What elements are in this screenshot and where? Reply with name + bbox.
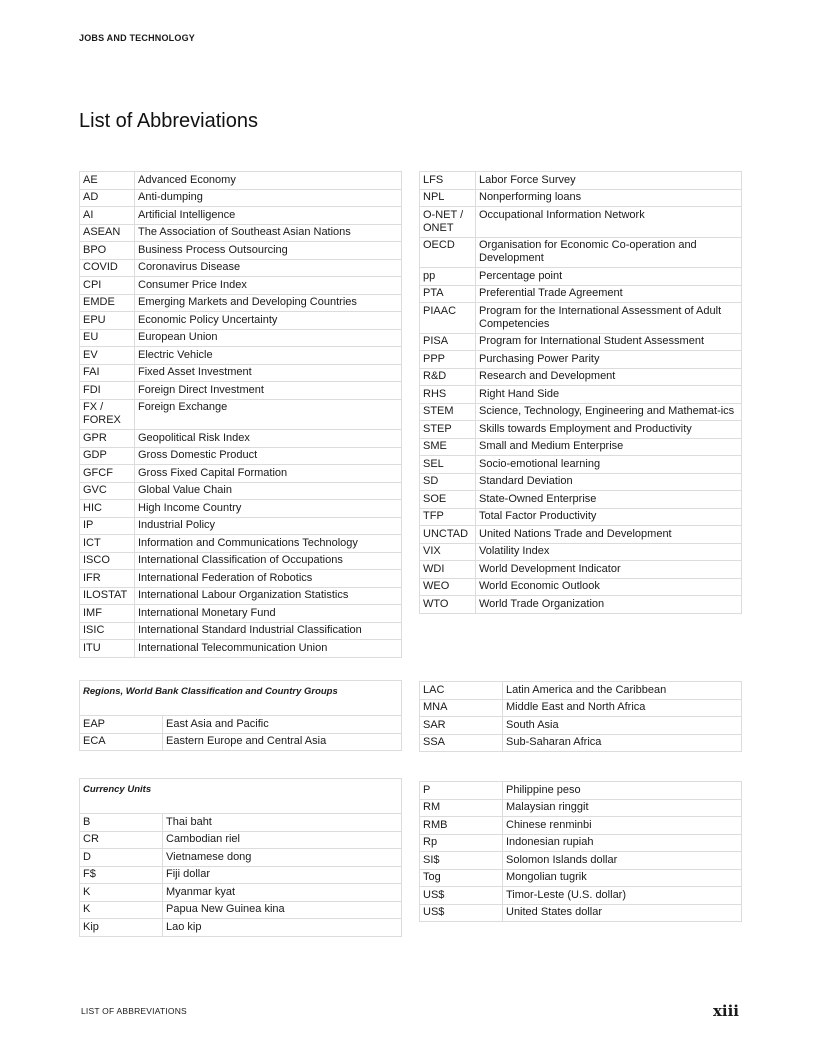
abbreviation: SD xyxy=(420,473,476,491)
table-row xyxy=(420,491,742,509)
definition: Business Process Outsourcing xyxy=(135,242,402,260)
definition: Chinese renminbi xyxy=(503,817,742,835)
section-heading: Currency Units xyxy=(80,779,402,814)
abbreviation: RHS xyxy=(420,386,476,404)
abbreviation: WEO xyxy=(420,578,476,596)
definition: Latin America and the Caribbean xyxy=(503,682,742,700)
definition: Organisation for Economic Co-operation and Development xyxy=(476,237,742,268)
currency-table-left xyxy=(79,778,402,937)
regions-table-left xyxy=(79,680,402,751)
abbreviation: F$ xyxy=(80,866,163,884)
table-row xyxy=(80,242,402,260)
definition: Purchasing Power Parity xyxy=(476,351,742,369)
abbreviation: SSA xyxy=(420,734,503,752)
table-row xyxy=(80,622,402,640)
table-row xyxy=(80,482,402,500)
table-row xyxy=(80,733,402,751)
table-row xyxy=(420,333,742,351)
table-row xyxy=(420,368,742,386)
abbreviation: K xyxy=(80,884,163,902)
abbreviation: PIAAC xyxy=(420,303,476,334)
table-row xyxy=(80,294,402,312)
abbreviation: B xyxy=(80,814,163,832)
abbreviation: ISCO xyxy=(80,552,135,570)
abbreviation: ISIC xyxy=(80,622,135,640)
abbreviation: ICT xyxy=(80,535,135,553)
abbreviation: UNCTAD xyxy=(420,526,476,544)
definition: Cambodian riel xyxy=(163,831,402,849)
definition: Volatility Index xyxy=(476,543,742,561)
table-row xyxy=(420,172,742,190)
page-number: xiii xyxy=(712,1002,739,1020)
table-row xyxy=(80,587,402,605)
abbreviation: R&D xyxy=(420,368,476,386)
definition: Anti-dumping xyxy=(135,189,402,207)
definition: Gross Domestic Product xyxy=(135,447,402,465)
definition: Papua New Guinea kina xyxy=(163,901,402,919)
table-row xyxy=(420,734,742,752)
abbreviation: GPR xyxy=(80,430,135,448)
abbreviation: GFCF xyxy=(80,465,135,483)
definition: Right Hand Side xyxy=(476,386,742,404)
definition: International Telecommunication Union xyxy=(135,640,402,658)
table-row xyxy=(420,543,742,561)
abbreviation: P xyxy=(420,782,503,800)
abbreviation: PISA xyxy=(420,333,476,351)
abbreviation: RMB xyxy=(420,817,503,835)
table-row xyxy=(80,364,402,382)
abbreviation: WTO xyxy=(420,596,476,614)
definition: Fiji dollar xyxy=(163,866,402,884)
abbreviation: US$ xyxy=(420,887,503,905)
table-row xyxy=(80,814,402,832)
abbreviations-table-right xyxy=(419,171,742,614)
table-row xyxy=(420,699,742,717)
abbreviation: ILOSTAT xyxy=(80,587,135,605)
abbreviation: Kip xyxy=(80,919,163,937)
table-row xyxy=(420,578,742,596)
table-row xyxy=(420,526,742,544)
abbreviation: PPP xyxy=(420,351,476,369)
definition: Occupational Information Network xyxy=(476,207,742,238)
definition: Thai baht xyxy=(163,814,402,832)
table-row xyxy=(420,189,742,207)
running-head: JOBS AND TECHNOLOGY xyxy=(79,33,195,43)
abbreviation: O-NET / ONET xyxy=(420,207,476,238)
abbreviation: SEL xyxy=(420,456,476,474)
definition: Research and Development xyxy=(476,368,742,386)
table-row xyxy=(420,237,742,268)
table-row xyxy=(80,919,402,937)
definition: Artificial Intelligence xyxy=(135,207,402,225)
definition: Small and Medium Enterprise xyxy=(476,438,742,456)
table-row xyxy=(80,500,402,518)
table-row xyxy=(420,207,742,238)
abbreviation: SME xyxy=(420,438,476,456)
table-row xyxy=(420,817,742,835)
table-row xyxy=(420,834,742,852)
table-row xyxy=(420,421,742,439)
abbreviation: STEP xyxy=(420,421,476,439)
definition: Solomon Islands dollar xyxy=(503,852,742,870)
table-row xyxy=(80,465,402,483)
abbreviation: LFS xyxy=(420,172,476,190)
abbreviation: AD xyxy=(80,189,135,207)
definition: Percentage point xyxy=(476,268,742,286)
definition: Fixed Asset Investment xyxy=(135,364,402,382)
definition: Advanced Economy xyxy=(135,172,402,190)
definition: World Economic Outlook xyxy=(476,578,742,596)
abbreviation: pp xyxy=(420,268,476,286)
regions-table-right xyxy=(419,681,742,752)
section-heading: Regions, World Bank Classification and Country Groups xyxy=(80,681,402,716)
table-row xyxy=(80,570,402,588)
table-row xyxy=(420,904,742,922)
definition: World Development Indicator xyxy=(476,561,742,579)
definition: State-Owned Enterprise xyxy=(476,491,742,509)
definition: International Labour Organization Statistics xyxy=(135,587,402,605)
abbreviation: FX / FOREX xyxy=(80,399,135,430)
table-row xyxy=(80,277,402,295)
abbreviation: AE xyxy=(80,172,135,190)
table-row xyxy=(80,224,402,242)
table-row xyxy=(80,312,402,330)
table-row xyxy=(80,172,402,190)
definition: Foreign Direct Investment xyxy=(135,382,402,400)
table-row xyxy=(80,259,402,277)
definition: Indonesian rupiah xyxy=(503,834,742,852)
abbreviation: EAP xyxy=(80,716,163,734)
abbreviation: D xyxy=(80,849,163,867)
definition: Skills towards Employment and Productivity xyxy=(476,421,742,439)
table-row xyxy=(80,207,402,225)
definition: International Federation of Robotics xyxy=(135,570,402,588)
table-row xyxy=(420,438,742,456)
abbreviation: MNA xyxy=(420,699,503,717)
abbreviation: CPI xyxy=(80,277,135,295)
abbreviation: TFP xyxy=(420,508,476,526)
abbreviation: FDI xyxy=(80,382,135,400)
definition: Gross Fixed Capital Formation xyxy=(135,465,402,483)
abbreviation: ASEAN xyxy=(80,224,135,242)
abbreviation: GDP xyxy=(80,447,135,465)
definition: Preferential Trade Agreement xyxy=(476,285,742,303)
table-row xyxy=(80,399,402,430)
abbreviation: ITU xyxy=(80,640,135,658)
definition: Lao kip xyxy=(163,919,402,937)
abbreviation: IP xyxy=(80,517,135,535)
table-row xyxy=(420,386,742,404)
table-row xyxy=(80,849,402,867)
abbreviation: VIX xyxy=(420,543,476,561)
table-heading-row xyxy=(80,779,402,814)
definition: Vietnamese dong xyxy=(163,849,402,867)
table-row xyxy=(80,382,402,400)
definition: East Asia and Pacific xyxy=(163,716,402,734)
abbreviation: STEM xyxy=(420,403,476,421)
definition: Eastern Europe and Central Asia xyxy=(163,733,402,751)
table-row xyxy=(420,561,742,579)
abbreviation: COVID xyxy=(80,259,135,277)
abbreviation: EMDE xyxy=(80,294,135,312)
definition: Industrial Policy xyxy=(135,517,402,535)
abbreviation: ECA xyxy=(80,733,163,751)
definition: Science, Technology, Engineering and Mathemat-ics xyxy=(476,403,742,421)
table-row xyxy=(420,456,742,474)
definition: Timor-Leste (U.S. dollar) xyxy=(503,887,742,905)
abbreviation: EU xyxy=(80,329,135,347)
definition: Malaysian ringgit xyxy=(503,799,742,817)
table-row xyxy=(420,782,742,800)
definition: Program for International Student Assessment xyxy=(476,333,742,351)
definition: High Income Country xyxy=(135,500,402,518)
abbreviation: RM xyxy=(420,799,503,817)
definition: United Nations Trade and Development xyxy=(476,526,742,544)
table-row xyxy=(80,535,402,553)
definition: European Union xyxy=(135,329,402,347)
abbreviation: EV xyxy=(80,347,135,365)
table-row xyxy=(420,303,742,334)
abbreviation: US$ xyxy=(420,904,503,922)
abbreviation: Rp xyxy=(420,834,503,852)
definition: Labor Force Survey xyxy=(476,172,742,190)
definition: Global Value Chain xyxy=(135,482,402,500)
table-row xyxy=(420,285,742,303)
table-row xyxy=(80,901,402,919)
table-row xyxy=(420,508,742,526)
table-row xyxy=(420,799,742,817)
abbreviation: WDI xyxy=(420,561,476,579)
definition: International Classification of Occupations xyxy=(135,552,402,570)
table-heading-row xyxy=(80,681,402,716)
abbreviation: AI xyxy=(80,207,135,225)
table-row xyxy=(80,189,402,207)
definition: Emerging Markets and Developing Countries xyxy=(135,294,402,312)
abbreviation: SI$ xyxy=(420,852,503,870)
definition: Nonperforming loans xyxy=(476,189,742,207)
definition: Consumer Price Index xyxy=(135,277,402,295)
abbreviation: IFR xyxy=(80,570,135,588)
definition: United States dollar xyxy=(503,904,742,922)
definition: Economic Policy Uncertainty xyxy=(135,312,402,330)
abbreviation: PTA xyxy=(420,285,476,303)
table-row xyxy=(420,473,742,491)
abbreviation: GVC xyxy=(80,482,135,500)
table-row xyxy=(80,716,402,734)
definition: Standard Deviation xyxy=(476,473,742,491)
abbreviation: LAC xyxy=(420,682,503,700)
definition: World Trade Organization xyxy=(476,596,742,614)
definition: Mongolian tugrik xyxy=(503,869,742,887)
abbreviation: K xyxy=(80,901,163,919)
table-row xyxy=(80,552,402,570)
abbreviation: SOE xyxy=(420,491,476,509)
definition: Coronavirus Disease xyxy=(135,259,402,277)
table-row xyxy=(80,605,402,623)
table-row xyxy=(420,869,742,887)
definition: Total Factor Productivity xyxy=(476,508,742,526)
table-row xyxy=(420,852,742,870)
footer-section-label: LIST OF ABBREVIATIONS xyxy=(81,1006,187,1016)
table-row xyxy=(420,403,742,421)
table-row xyxy=(80,430,402,448)
table-row xyxy=(80,884,402,902)
abbreviation: FAI xyxy=(80,364,135,382)
table-row xyxy=(80,640,402,658)
abbreviation: Tog xyxy=(420,869,503,887)
definition: International Standard Industrial Classification xyxy=(135,622,402,640)
definition: Myanmar kyat xyxy=(163,884,402,902)
definition: Information and Communications Technology xyxy=(135,535,402,553)
definition: Program for the International Assessment of Adult Competencies xyxy=(476,303,742,334)
definition: Foreign Exchange xyxy=(135,399,402,430)
definition: The Association of Southeast Asian Nations xyxy=(135,224,402,242)
definition: International Monetary Fund xyxy=(135,605,402,623)
definition: Geopolitical Risk Index xyxy=(135,430,402,448)
table-row xyxy=(80,329,402,347)
abbreviation: SAR xyxy=(420,717,503,735)
abbreviation: EPU xyxy=(80,312,135,330)
table-row xyxy=(420,887,742,905)
table-row xyxy=(420,717,742,735)
table-row xyxy=(80,866,402,884)
abbreviations-table-left xyxy=(79,171,402,658)
definition: Electric Vehicle xyxy=(135,347,402,365)
table-row xyxy=(420,351,742,369)
table-row xyxy=(80,831,402,849)
definition: Socio-emotional learning xyxy=(476,456,742,474)
table-row xyxy=(80,517,402,535)
table-row xyxy=(420,596,742,614)
table-row xyxy=(80,447,402,465)
table-row xyxy=(420,268,742,286)
currency-table-right xyxy=(419,781,742,922)
abbreviation: CR xyxy=(80,831,163,849)
page-title: List of Abbreviations xyxy=(79,110,258,132)
table-row xyxy=(80,347,402,365)
definition: Philippine peso xyxy=(503,782,742,800)
abbreviation: HIC xyxy=(80,500,135,518)
definition: Middle East and North Africa xyxy=(503,699,742,717)
abbreviation: BPO xyxy=(80,242,135,260)
abbreviation: OECD xyxy=(420,237,476,268)
definition: South Asia xyxy=(503,717,742,735)
table-row xyxy=(420,682,742,700)
abbreviation: NPL xyxy=(420,189,476,207)
definition: Sub-Saharan Africa xyxy=(503,734,742,752)
abbreviation: IMF xyxy=(80,605,135,623)
